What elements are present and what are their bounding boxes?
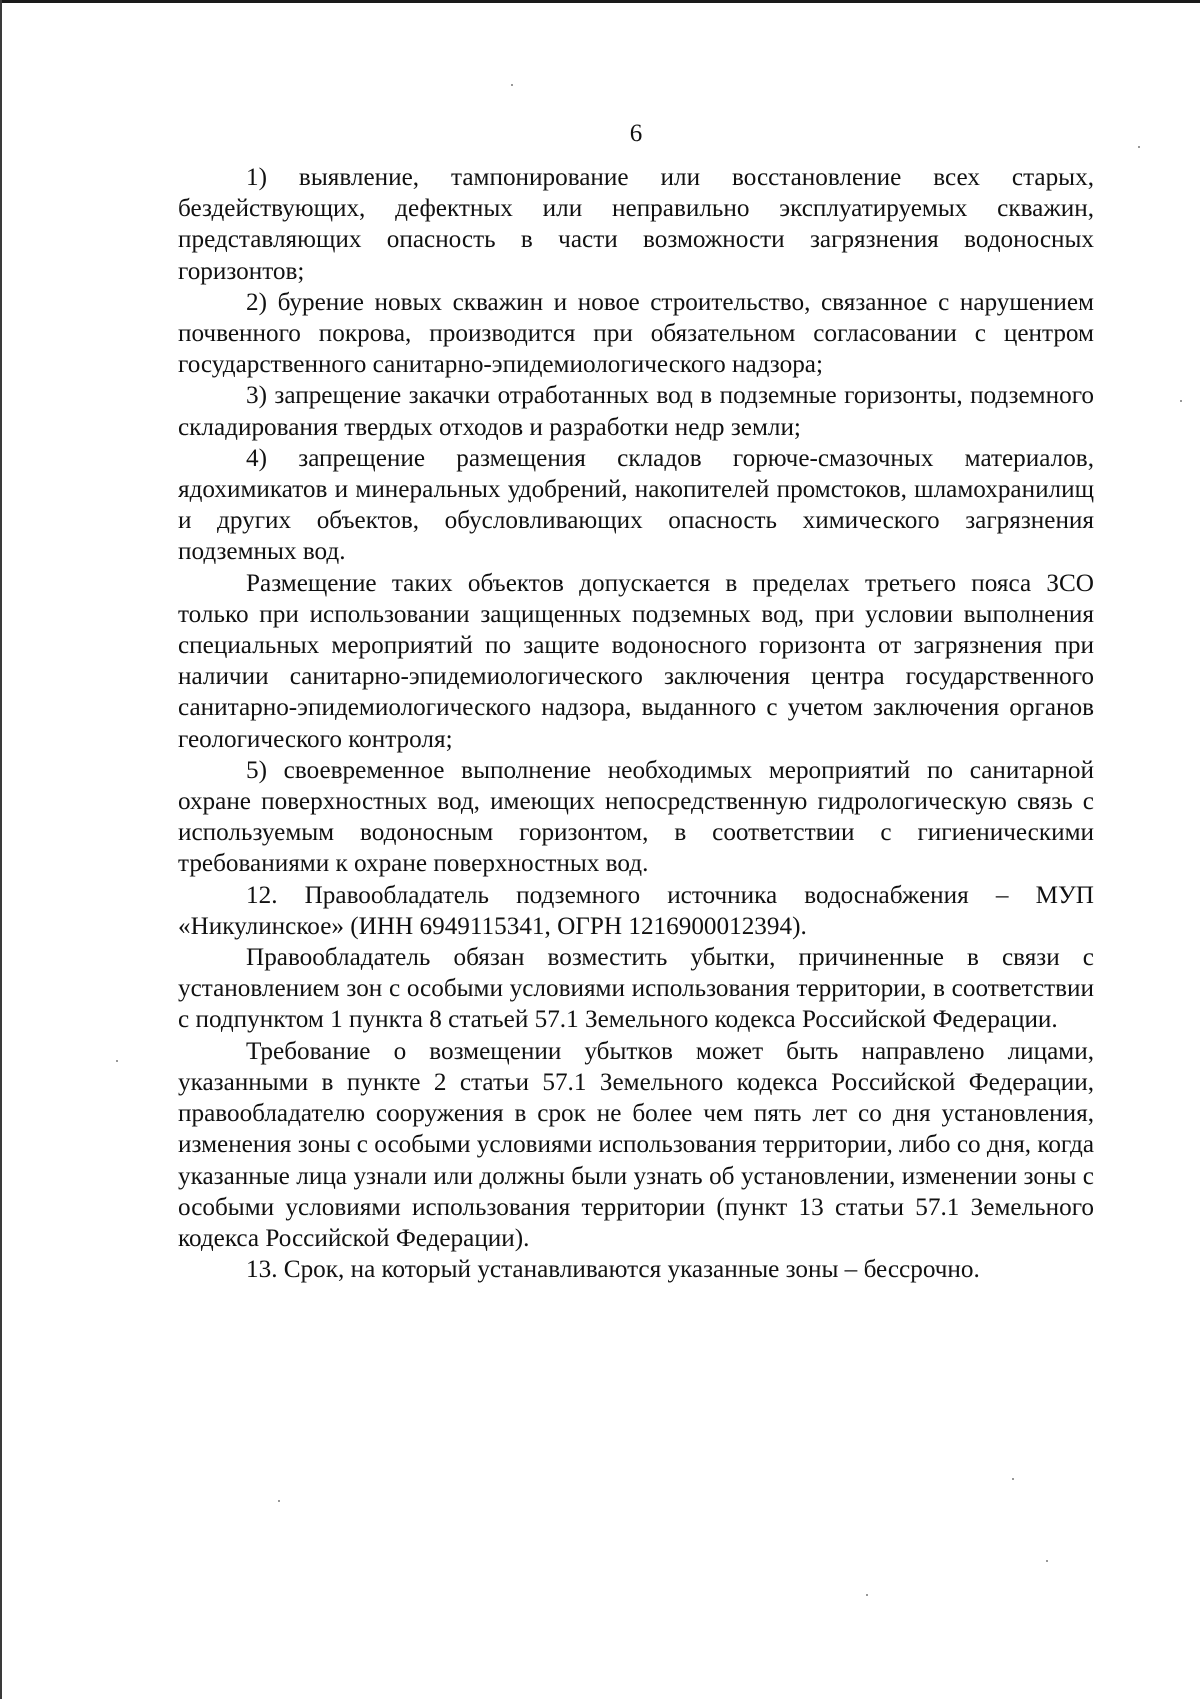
scan-edge-left bbox=[0, 0, 2, 1699]
document-body bbox=[178, 162, 1094, 1285]
paragraph: 4) запрещение размещения складов горюче-смазочных материалов, ядохимикатов и минеральных удобрений, накопителей промстоков, шламохранилищ и других объектов, обусловливающих опасность химического загрязнения подземных вод. bbox=[178, 444, 1094, 566]
paragraph: Требование о возмещении убытков может быть направлено лицами, указанными в пункте 2 статьи 57.1 Земельного кодекса Российской Федерации, правообладателю сооружения в срок не более чем пять лет со дня установления, изменения зоны с особыми условиями использования территории, либо со дня, когда указанные лица узнали или должны были узнать об установлении, изменении зоны с особыми условиями использования территории (пункт 13 статьи 57.1 Земельного кодекса Российской Федерации). bbox=[178, 1037, 1094, 1252]
paragraph: 12. Правообладатель подземного источника водоснабжения – МУП «Никулинское» (ИНН 6949115341, ОГРН 1216900012394). bbox=[178, 881, 1094, 940]
scan-edge-top bbox=[0, 0, 1200, 3]
scan-speck bbox=[278, 1500, 280, 1502]
scan-speck bbox=[511, 84, 513, 86]
paragraph: 2) бурение новых скважин и новое строительство, связанное с нарушением почвенного покрова, производится при обязательном согласовании с центром государственного санитарно-эпидемиологического надзора; bbox=[178, 288, 1094, 379]
paragraph: 5) своевременное выполнение необходимых мероприятий по санитарной охране поверхностных вод, имеющих непосредственную гидрологическую связь с используемым водоносным горизонтом, в соответствии с гигиеническими требованиями к охране поверхностных вод. bbox=[178, 756, 1094, 878]
paragraph: 3) запрещение закачки отработанных вод в подземные горизонты, подземного складирования твердых отходов и разработки недр земли; bbox=[178, 382, 1094, 441]
scan-speck bbox=[866, 1594, 868, 1596]
scan-speck bbox=[1012, 1478, 1014, 1480]
paragraph: Правообладатель обязан возместить убытки, причиненные в связи с установлением зон с особыми условиями использования территории, в соответствии с подпунктом 1 пункта 8 статьей 57.1 Земельного кодекса Российской Федерации. bbox=[178, 944, 1094, 1034]
scan-speck bbox=[1046, 1560, 1048, 1562]
paragraph: Размещение таких объектов допускается в пределах третьего пояса ЗСО только при использовании защищенных подземных вод, при условии выполнения специальных мероприятий по защите водоносного горизонта от загрязнения при наличии санитарно-эпидемиологического заключения центра государственного санитарно-эпидемиологического надзора, выданного с учетом заключения органов геологического контроля; bbox=[178, 569, 1094, 753]
page-number: 6 bbox=[629, 120, 643, 147]
paragraph: 1) выявление, тампонирование или восстановление всех старых, бездействующих, дефектных или неправильно эксплуатируемых скважин, представляющих опасность в части возможности загрязнения водоносных горизонтов; bbox=[178, 164, 1094, 285]
paragraph: 13. Срок, на который устанавливаются указанные зоны – бессрочно. bbox=[246, 1256, 980, 1284]
scan-speck bbox=[116, 1060, 118, 1062]
scan-speck bbox=[1180, 400, 1182, 402]
